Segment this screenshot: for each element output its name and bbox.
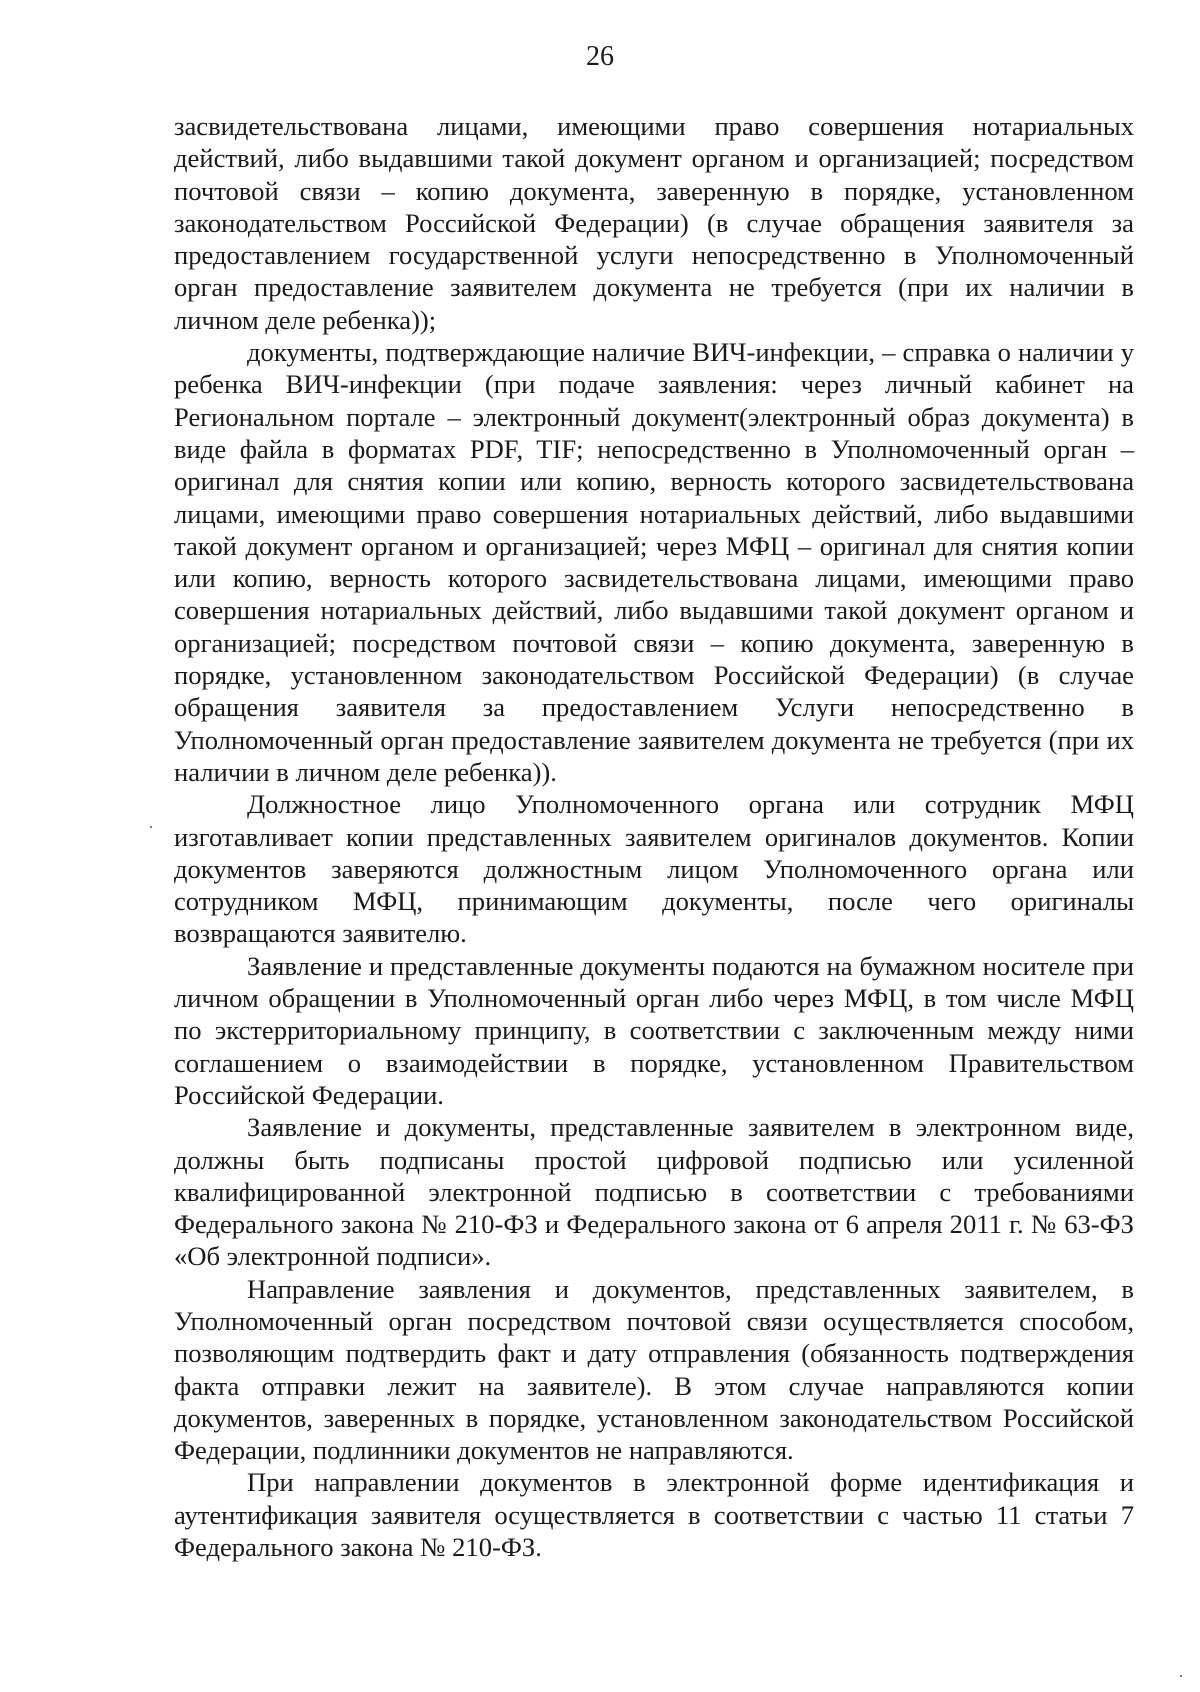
paragraph-continuation: засвидетельствована лицами, имеющими право совершения нотариальных действий, либо выдавшими такой документ органом и организацией; посредством почтовой связи – копию документа, заверенную в порядке, установленном законодательством Российской Федерации) (в случае обращения заявителя за предоставлением государственной услуги непосредственно в Уполномоченный орган предоставление заявителем документа не требуется (при их наличии в личном деле ребенка)); [174,111,1134,335]
paragraph-paper-submission: Заявление и представленные документы подаются на бумажном носителе при личном обращении в Уполномоченный орган либо через МФЦ, в том числе МФЦ по экстерриториальному принципу, в соответствии с заключенным между ними соглашением о взаимодействии в порядке, установленном Правительством Российской Федерации. [174,950,1134,1110]
scan-speck [1180,1675,1182,1677]
paragraph-postal-submission: Направление заявления и документов, представленных заявителем, в Уполномоченный орган посредством почтовой связи осуществляется способом, позволяющим подтвердить факт и дату отправления (обязанность подтверждения факта отправки лежит на заявителе). В этом случае направляются копии документов, заверенных в порядке, установленном законодательством Российской Федерации, подлинники документов не направляются. [174,1273,1134,1466]
paragraph-authentication: При направлении документов в электронной форме идентификация и аутентификация заявителя осуществляется в соответствии с частью 11 статьи 7 Федерального закона № 210-ФЗ. [174,1467,1134,1563]
paragraph-copies: Должностное лицо Уполномоченного органа или сотрудник МФЦ изготавливает копии представленных заявителем оригиналов документов. Копии документов заверяются должностным лицом Уполномоченного органа или сотрудником МФЦ, принимающим документы, после чего оригиналы возвращаются заявителю. [174,789,1134,949]
page-number: 26 [586,41,614,72]
scan-speck [150,826,152,828]
paragraph-electronic-signature: Заявление и документы, представленные заявителем в электронном виде, должны быть подписаны простой цифровой подписью или усиленной квалифицированной электронной подписью в соответствии с требованиями Федерального закона № 210-ФЗ и Федерального закона от 6 апреля 2011 г. № 63-ФЗ «Об электронной подписи». [174,1112,1134,1272]
paragraph-hiv-documents: документы, подтверждающие наличие ВИЧ-инфекции, – справка о наличии у ребенка ВИЧ-инфекции (при подаче заявления: через личный кабинет на Региональном портале – электронный документ(электронный образ документа) в виде файла в форматах PDF, TIF; непосредственно в Уполномоченный орган – оригинал для снятия копии или копию, верность которого засвидетельствована лицами, имеющими право совершения нотариальных действий, либо выдавшими такой документ органом и организацией; через МФЦ – оригинал для снятия копии или копию, верность которого засвидетельствована лицами, имеющими право совершения нотариальных действий, либо выдавшими такой документ органом и организацией; посредством почтовой связи – копию документа, заверенную в порядке, установленном законодательством Российской Федерации) (в случае обращения заявителя за предоставлением Услуги непосредственно в Уполномоченный орган предоставление заявителем документа не требуется (при их наличии в личном деле ребенка)). [174,337,1134,787]
document-body [174,110,1134,1563]
